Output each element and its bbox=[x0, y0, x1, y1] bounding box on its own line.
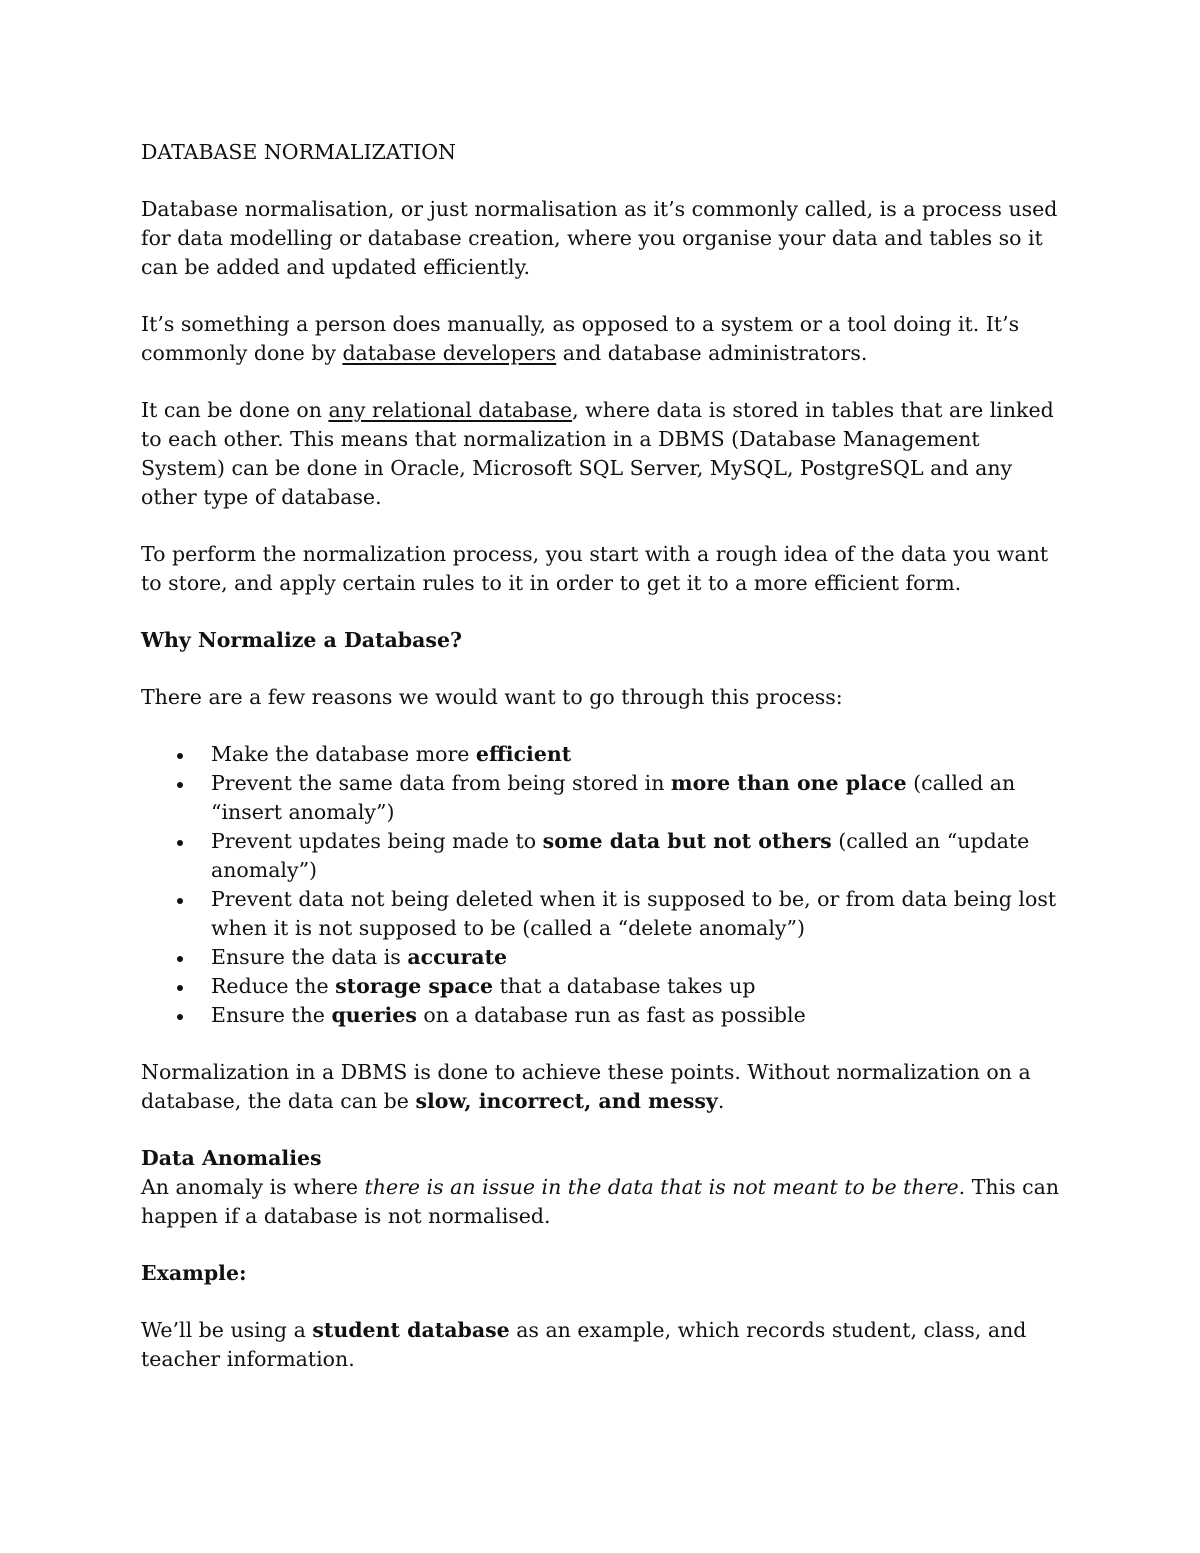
list-item: Reduce the storage space that a database takes up bbox=[211, 972, 1061, 1001]
document-title: DATABASE NORMALIZATION bbox=[141, 140, 456, 164]
relational-database-paragraph bbox=[141, 396, 1061, 512]
document-page bbox=[141, 138, 1061, 1402]
text-segment: It can be done on bbox=[141, 398, 329, 422]
reasons-list bbox=[141, 740, 1061, 1030]
section-heading-data-anomalies: Data Anomalies bbox=[141, 1146, 322, 1170]
list-item: Ensure the data is accurate bbox=[211, 943, 1061, 972]
list-item: Prevent the same data from being stored in more than one place (called an “insert anomaly”) bbox=[211, 769, 1061, 827]
text-segment: It’s something a person does manually, as opposed to a system or a tool doing it. It’s commonly done by bbox=[141, 312, 1020, 365]
example-paragraph: We’ll be using a student database as an example, which records student, class, and teacher information. bbox=[141, 1318, 1027, 1371]
relational-database-link[interactable]: any relational database bbox=[328, 398, 573, 422]
text-segment: and database administrators. bbox=[556, 341, 868, 365]
text-segment: , where data is stored in tables that are linked to each other. This means that normalization in a DBMS (Database Management System) can be done in Oracle, Microsoft SQL Server, MySQL, PostgreSQL and any other type of database. bbox=[141, 398, 1054, 509]
list-item: Make the database more efficient bbox=[211, 740, 1061, 769]
list-item: Prevent updates being made to some data but not others (called an “update anomaly”) bbox=[211, 827, 1061, 885]
database-developers-link[interactable]: database developers bbox=[342, 341, 557, 365]
section-heading-why-normalize: Why Normalize a Database? bbox=[141, 628, 463, 652]
anomaly-definition-paragraph: An anomaly is where there is an issue in the data that is not meant to be there. This can happen if a database is not normalised. bbox=[141, 1175, 1060, 1228]
normalization-summary-paragraph: Normalization in a DBMS is done to achieve these points. Without normalization on a database, the data can be slow, incorrect, and messy. bbox=[141, 1060, 1031, 1113]
reasons-intro-paragraph: There are a few reasons we would want to go through this process: bbox=[141, 685, 843, 709]
section-heading-example: Example: bbox=[141, 1261, 247, 1285]
list-item: Prevent data not being deleted when it is supposed to be, or from data being lost when it is not supposed to be (called a “delete anomaly”) bbox=[211, 885, 1061, 943]
process-paragraph: To perform the normalization process, you start with a rough idea of the data you want to store, and apply certain rules to it in order to get it to a more efficient form. bbox=[141, 542, 1049, 595]
intro-paragraph: Database normalisation, or just normalisation as it’s commonly called, is a process used for data modelling or database creation, where you organise your data and tables so it can be added and updated efficiently. bbox=[141, 197, 1058, 279]
manual-process-paragraph bbox=[141, 310, 1061, 368]
list-item: Ensure the queries on a database run as fast as possible bbox=[211, 1001, 1061, 1030]
